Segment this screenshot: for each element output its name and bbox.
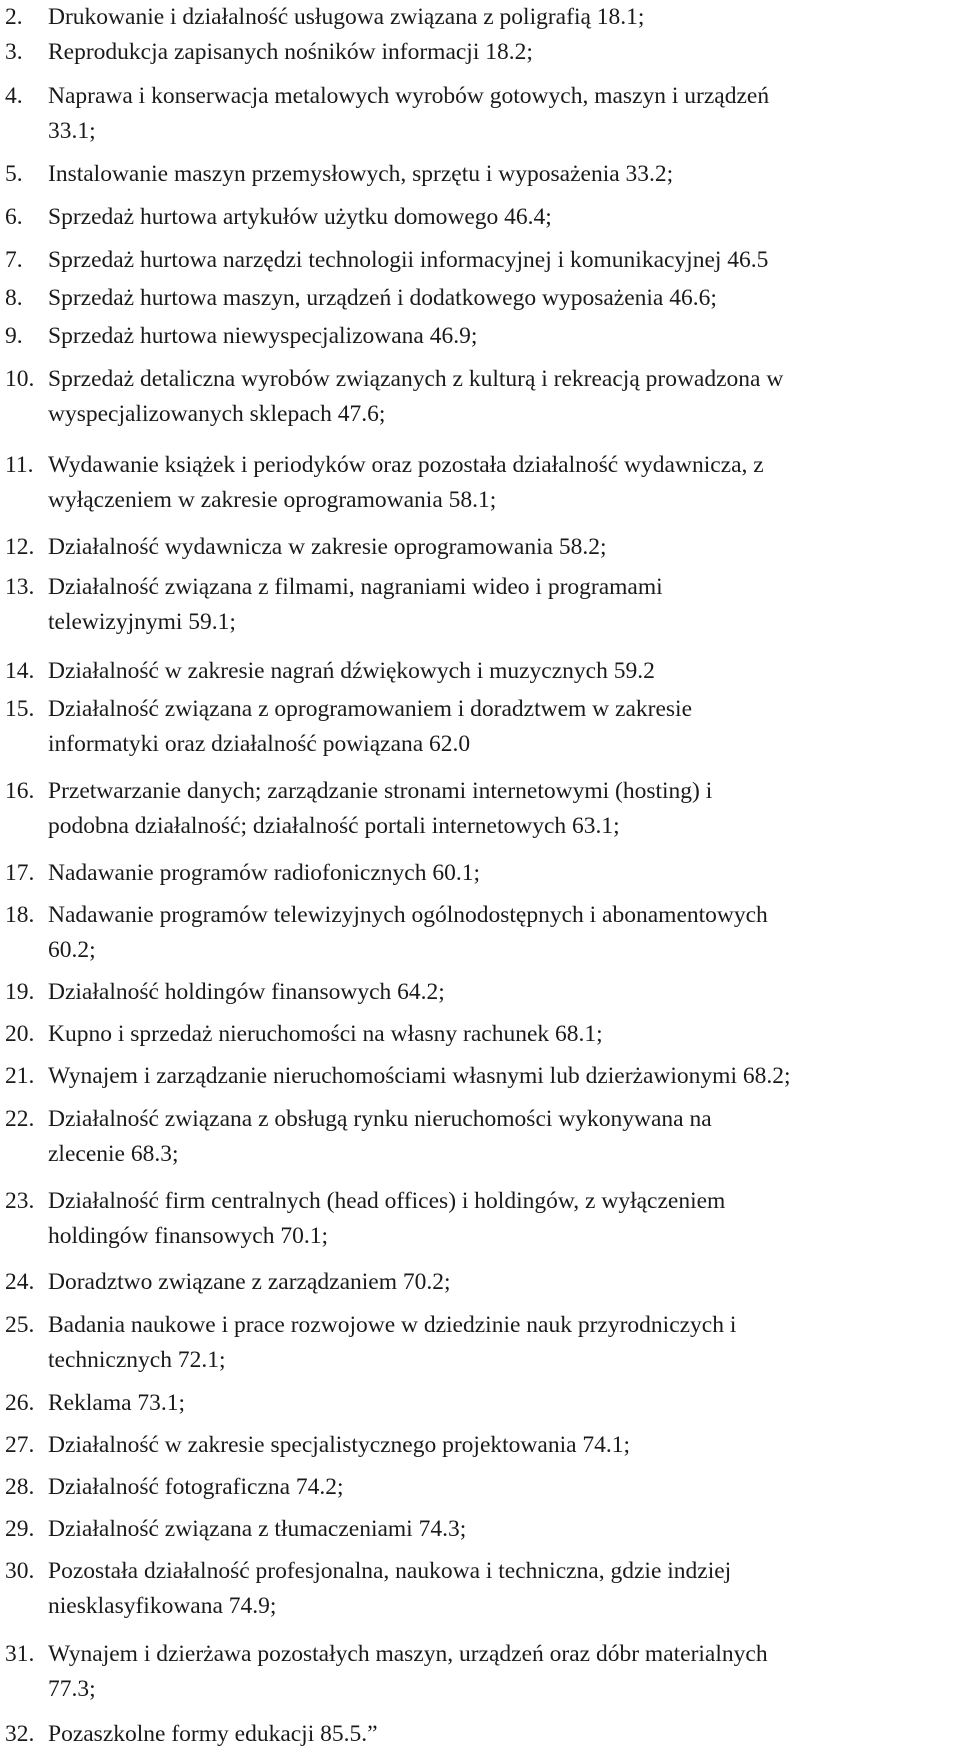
- list-item: [0, 35, 960, 70]
- item-number: 26.: [5, 1390, 35, 1416]
- item-number: 18.: [5, 902, 35, 928]
- list-item: [0, 1470, 960, 1505]
- item-number: 6.: [5, 204, 23, 230]
- list-item: [0, 243, 960, 278]
- list-item: [0, 1308, 960, 1378]
- item-text: Reklama 73.1;: [48, 1390, 186, 1416]
- list-item: [0, 570, 960, 640]
- item-number: 8.: [5, 285, 23, 311]
- item-text: Działalność związana z obsługą rynku nieruchomości wykonywana na zlecenie 68.3;: [48, 1106, 712, 1167]
- item-number: 9.: [5, 323, 23, 349]
- list-item: [0, 898, 960, 968]
- item-text: Sprzedaż hurtowa narzędzi technologii informacyjnej i komunikacyjnej 46.5: [48, 247, 769, 273]
- item-number: 25.: [5, 1312, 35, 1338]
- item-text: Naprawa i konserwacja metalowych wyrobów gotowych, maszyn i urządzeń 33.1;: [48, 83, 770, 144]
- item-number: 32.: [5, 1721, 35, 1747]
- list-item: [0, 856, 960, 891]
- item-text: Działalność holdingów finansowych 64.2;: [48, 979, 445, 1005]
- item-number: 4.: [5, 83, 23, 109]
- item-number: 31.: [5, 1641, 35, 1667]
- item-text: Kupno i sprzedaż nieruchomości na własny rachunek 68.1;: [48, 1021, 603, 1047]
- item-number: 20.: [5, 1021, 35, 1047]
- item-text: Działalność związana z oprogramowaniem i doradztwem w zakresie informatyki oraz działalność powiązana 62.0: [48, 696, 693, 757]
- list-item: [0, 79, 960, 149]
- item-text: Doradztwo związane z zarządzaniem 70.2;: [48, 1269, 451, 1295]
- item-number: 30.: [5, 1558, 35, 1584]
- item-number: 23.: [5, 1188, 35, 1214]
- list-item: [0, 1184, 960, 1254]
- list-item: [0, 0, 960, 35]
- item-number: 21.: [5, 1063, 35, 1089]
- list-item: [0, 1428, 960, 1463]
- item-number: 10.: [5, 366, 35, 392]
- list-item: [0, 200, 960, 235]
- item-number: 27.: [5, 1432, 35, 1458]
- item-text: Pozostała działalność profesjonalna, naukowa i techniczna, gdzie indziej niesklasyfikowana 74.9;: [48, 1558, 732, 1619]
- item-text: Sprzedaż hurtowa maszyn, urządzeń i dodatkowego wyposażenia 46.6;: [48, 285, 717, 311]
- item-number: 15.: [5, 696, 35, 722]
- item-text: Nadawanie programów telewizyjnych ogólnodostępnych i abonamentowych 60.2;: [48, 902, 768, 963]
- item-text: Sprzedaż hurtowa niewyspecjalizowana 46.9;: [48, 323, 478, 349]
- item-text: Instalowanie maszyn przemysłowych, sprzętu i wyposażenia 33.2;: [48, 161, 674, 187]
- item-text: Pozaszkolne formy edukacji 85.5.”: [48, 1721, 378, 1747]
- item-number: 29.: [5, 1516, 35, 1542]
- list-item: [0, 362, 960, 432]
- item-number: 14.: [5, 658, 35, 684]
- item-number: 22.: [5, 1106, 35, 1132]
- item-number: 16.: [5, 778, 35, 804]
- item-text: Działalność firm centralnych (head offices) i holdingów, z wyłączeniem holdingów finansowych 70.1;: [48, 1188, 726, 1249]
- item-number: 7.: [5, 247, 23, 273]
- item-number: 2.: [5, 4, 23, 30]
- item-number: 3.: [5, 39, 23, 65]
- list-item: [0, 1386, 960, 1421]
- list-item: [0, 774, 960, 844]
- list-item: [0, 1059, 960, 1094]
- list-item: [0, 1717, 960, 1752]
- item-text: Wydawanie książek i periodyków oraz pozostała działalność wydawnicza, z wyłączeniem w zakresie oprogramowania 58.1;: [48, 452, 764, 513]
- item-number: 19.: [5, 979, 35, 1005]
- item-number: 11.: [5, 452, 34, 478]
- item-text: Działalność w zakresie nagrań dźwiękowych i muzycznych 59.2: [48, 658, 655, 684]
- item-text: Nadawanie programów radiofonicznych 60.1;: [48, 860, 480, 886]
- item-text: Drukowanie i działalność usługowa związana z poligrafią 18.1;: [48, 4, 645, 30]
- list-item: [0, 157, 960, 192]
- item-number: 12.: [5, 534, 35, 560]
- list-item: [0, 530, 960, 565]
- list-item: [0, 1102, 960, 1172]
- item-number: 24.: [5, 1269, 35, 1295]
- item-text: Działalność w zakresie specjalistycznego projektowania 74.1;: [48, 1432, 631, 1458]
- list-item: [0, 1637, 960, 1707]
- item-text: Badania naukowe i prace rozwojowe w dziedzinie nauk przyrodniczych i technicznych 72.1;: [48, 1312, 737, 1373]
- item-number: 17.: [5, 860, 35, 886]
- item-text: Działalność związana z tłumaczeniami 74.3;: [48, 1516, 467, 1542]
- list-item: [0, 1017, 960, 1052]
- list-item: [0, 1512, 960, 1547]
- list-item: [0, 319, 960, 354]
- list-item: [0, 975, 960, 1010]
- item-text: Sprzedaż hurtowa artykułów użytku domowego 46.4;: [48, 204, 552, 230]
- item-number: 28.: [5, 1474, 35, 1500]
- list-item: [0, 654, 960, 689]
- item-text: Wynajem i dzierżawa pozostałych maszyn, urządzeń oraz dóbr materialnych 77.3;: [48, 1641, 768, 1702]
- item-text: Działalność związana z filmami, nagraniami wideo i programami telewizyjnymi 59.1;: [48, 574, 663, 635]
- item-text: Działalność wydawnicza w zakresie oprogramowania 58.2;: [48, 534, 607, 560]
- list-item: [0, 692, 960, 762]
- item-number: 5.: [5, 161, 23, 187]
- list-item: [0, 1265, 960, 1300]
- item-text: Reprodukcja zapisanych nośników informacji 18.2;: [48, 39, 533, 65]
- list-item: [0, 1554, 960, 1624]
- item-text: Wynajem i zarządzanie nieruchomościami własnymi lub dzierżawionymi 68.2;: [48, 1063, 791, 1089]
- item-number: 13.: [5, 574, 35, 600]
- list-item: [0, 281, 960, 316]
- item-text: Przetwarzanie danych; zarządzanie stronami internetowymi (hosting) i podobna działalność; działalność portali internetowych 63.1;: [48, 778, 713, 839]
- item-text: Działalność fotograficzna 74.2;: [48, 1474, 344, 1500]
- item-text: Sprzedaż detaliczna wyrobów związanych z kulturą i rekreacją prowadzona w wyspecjalizowanych sklepach 47.6;: [48, 366, 784, 427]
- list-item: [0, 448, 960, 518]
